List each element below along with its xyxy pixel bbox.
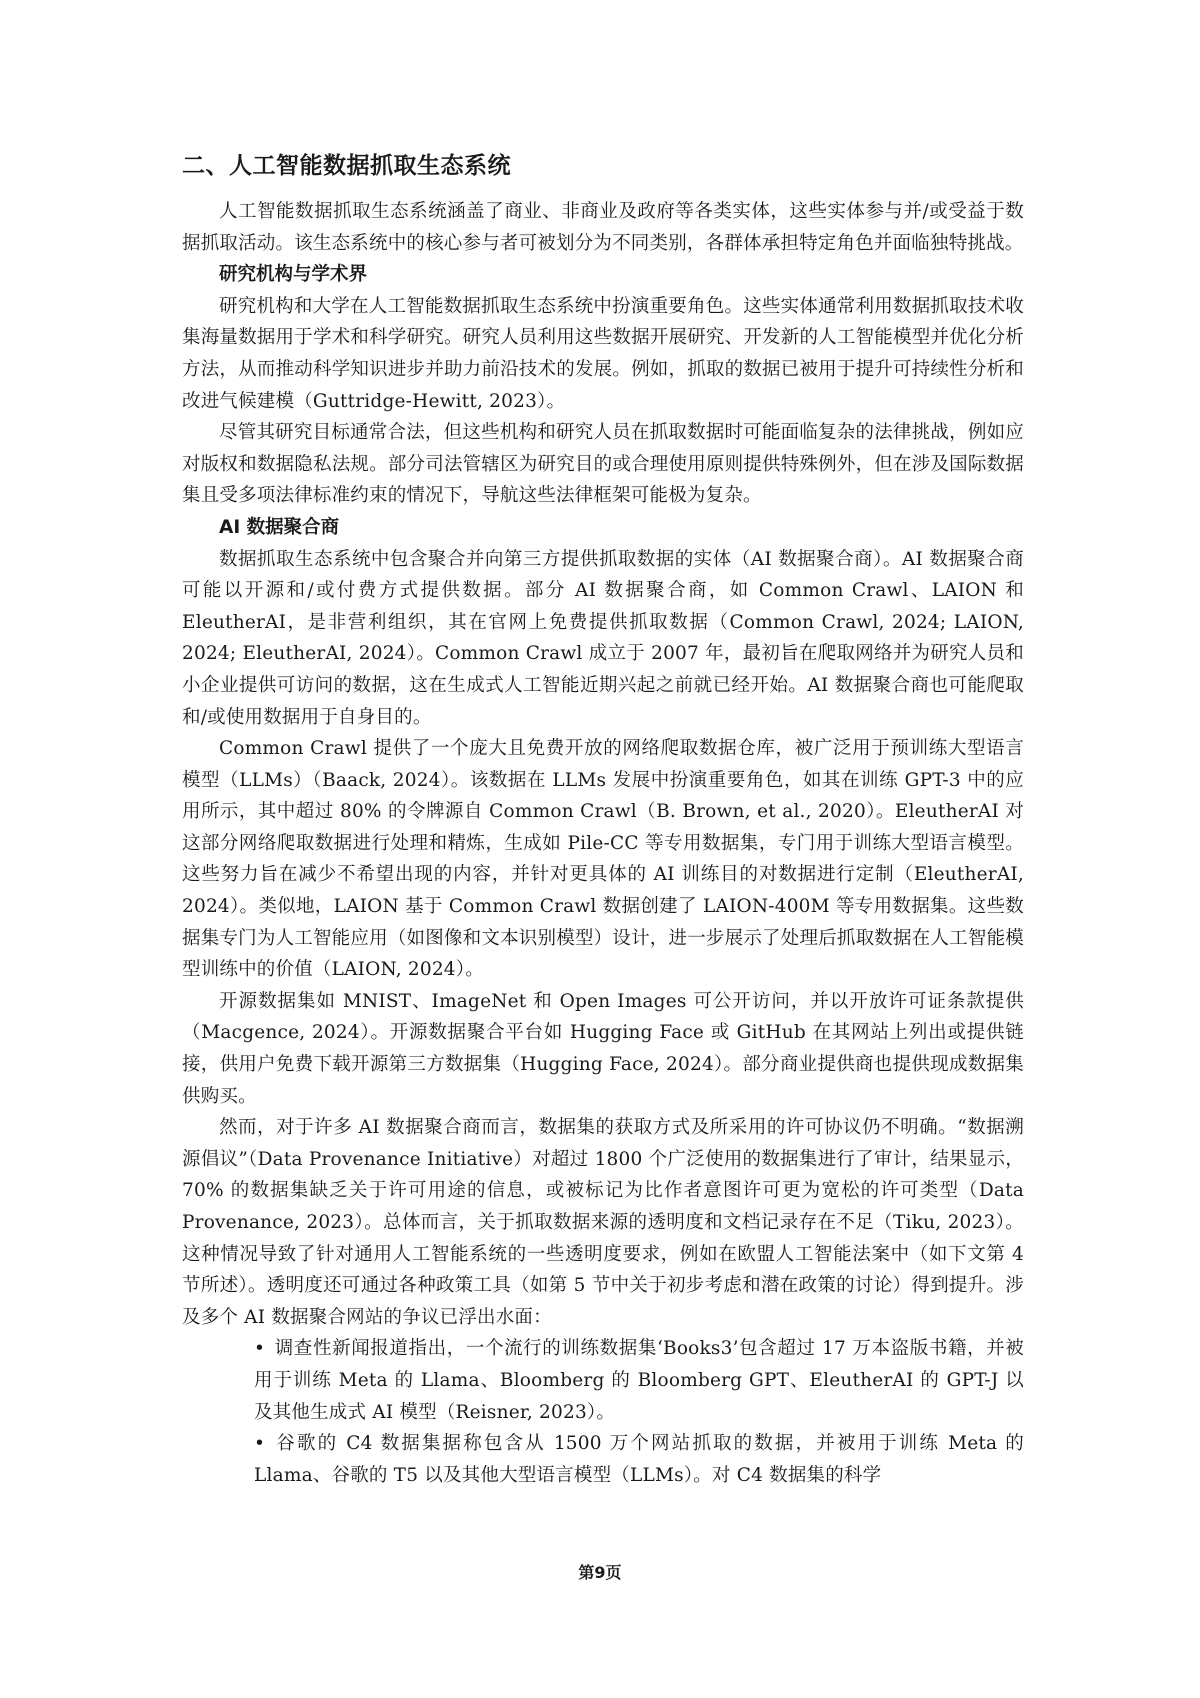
bullet-marker: • <box>254 1433 266 1455</box>
aggregator-paragraph-4: 然而，对于许多 AI 数据聚合商而言，数据集的获取方式及所采用的许可协议仍不明确。“数据溯源倡议”（Data Provenance Initiative）对超过 1800 个广泛使用的数据集进行了审计，结果显示，70% 的数据集缺乏关于许可用途的信息，或被标记为比作者意图许可更为宽松的许可类型（Data Provenance, 2023）。总体而言，关于抓取数据来源的透明度和文档记录存在不足（Tiku, 2023）。这种情况导致了针对通用人工智能系统的一些透明度要求，例如在欧盟人工智能法案中（如下文第 4 节所述）。透明度还可通过各种政策工具（如第 5 节中关于初步考虑和潜在政策的讨论）得到提升。涉及多个 AI 数据聚合网站的争议已浮出水面： <box>182 1117 1024 1328</box>
subheading-research: 研究机构与学术界 <box>219 264 368 286</box>
section-title: 二、人工智能数据抓取生态系统 <box>182 153 511 179</box>
research-paragraph-1: 研究机构和大学在人工智能数据抓取生态系统中扮演重要角色。这些实体通常利用数据抓取技术收集海量数据用于学术和科学研究。研究人员利用这些数据开展研究、开发新的人工智能模型并优化分析方法，从而推动科学知识进步并助力前沿技术的发展。例如，抓取的数据已被用于提升可持续性分析和改进气候建模（Guttridge-Hewitt, 2023）。 <box>182 295 1024 412</box>
bullet-marker: • <box>254 1338 266 1360</box>
bullet-item-books3 <box>254 1333 1024 1428</box>
aggregator-paragraph-1: 数据抓取生态系统中包含聚合并向第三方提供抓取数据的实体（AI 数据聚合商）。AI 数据聚合商可能以开源和/或付费方式提供数据。部分 AI 数据聚合商，如 Common Crawl、LAION 和 EleutherAI，是非营利组织，其在官网上免费提供抓取数据（Common Crawl, 2024; LAION, 2024; EleutherAI, 2024）。Common Crawl 成立于 2007 年，最初旨在爬取网络并为研究人员和小企业提供可访问的数据，这在生成式人工智能近期兴起之前就已经开始。AI 数据聚合商也可能爬取和/或使用数据用于自身目的。 <box>182 548 1024 728</box>
page-number: 第9页 <box>578 1563 622 1582</box>
document-body <box>182 150 1024 1491</box>
aggregator-paragraph-3: 开源数据集如 MNIST、ImageNet 和 Open Images 可公开访问，并以开放许可证条款提供（Macgence, 2024）。开源数据聚合平台如 Hugging Face 或 GitHub 在其网站上列出或提供链接，供用户免费下载开源第三方数据集（Hugging Face, 2024）。部分商业提供商也提供现成数据集供购买。 <box>182 990 1024 1107</box>
intro-paragraph: 人工智能数据抓取生态系统涵盖了商业、非商业及政府等各类实体，这些实体参与并/或受益于数据抓取活动。该生态系统中的核心参与者可被划分为不同类别，各群体承担特定角色并面临独特挑战。 <box>182 201 1024 254</box>
bullet-text: 谷歌的 C4 数据集据称包含从 1500 万个网站抓取的数据，并被用于训练 Meta 的 Llama、谷歌的 T5 以及其他大型语言模型（LLMs）。对 C4 数据集的科学 <box>254 1433 1024 1486</box>
bullet-list <box>182 1333 1024 1491</box>
bullet-text: 调查性新闻报道指出，一个流行的训练数据集‘Books3’包含超过 17 万本盗版书籍，并被用于训练 Meta 的 Llama、Bloomberg 的 Bloomberg GPT、EleutherAI 的 GPT-J 以及其他生成式 AI 模型（Reisner, 2023）。 <box>254 1338 1024 1423</box>
bullet-item-c4 <box>254 1428 1024 1491</box>
aggregator-paragraph-2: Common Crawl 提供了一个庞大且免费开放的网络爬取数据仓库，被广泛用于预训练大型语言模型（LLMs）（Baack, 2024）。该数据在 LLMs 发展中扮演重要角色，如其在训练 GPT-3 中的应用所示，其中超过 80% 的令牌源自 Common Crawl（B. Brown, et al., 2020）。EleutherAI 对这部分网络爬取数据进行处理和精炼，生成如 Pile-CC 等专用数据集，专门用于训练大型语言模型。这些努力旨在减少不希望出现的内容，并针对更具体的 AI 训练目的对数据进行定制（EleutherAI, 2024）。类似地，LAION 基于 Common Crawl 数据创建了 LAION-400M 等专用数据集。这些数据集专门为人工智能应用（如图像和文本识别模型）设计，进一步展示了处理后抓取数据在人工智能模型训练中的价值（LAION, 2024）。 <box>182 738 1024 981</box>
subheading-aggregators: AI 数据聚合商 <box>219 516 340 538</box>
research-paragraph-2: 尽管其研究目标通常合法，但这些机构和研究人员在抓取数据时可能面临复杂的法律挑战，例如应对版权和数据隐私法规。部分司法管辖区为研究目的或合理使用原则提供特殊例外，但在涉及国际数据集且受多项法律标准约束的情况下，导航这些法律框架可能极为复杂。 <box>182 422 1024 507</box>
